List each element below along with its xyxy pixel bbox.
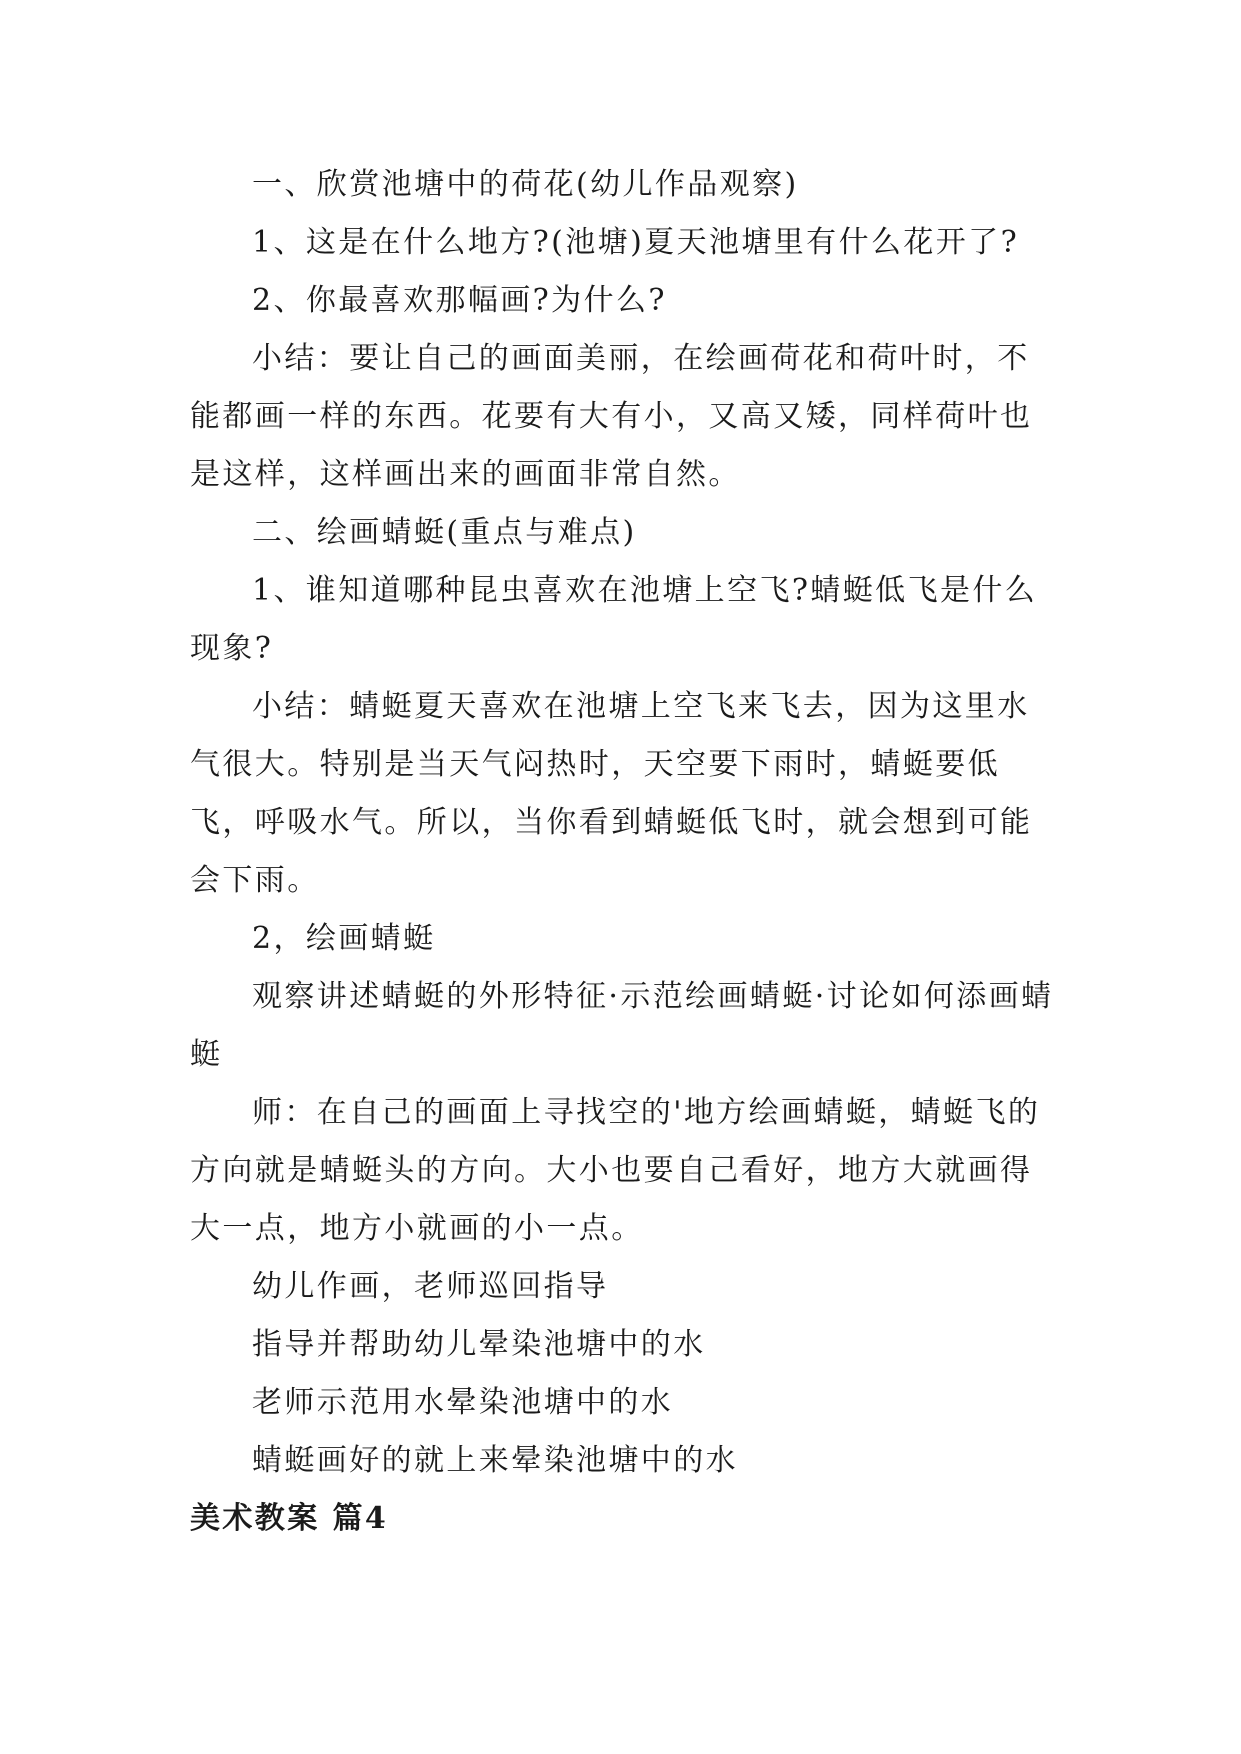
paragraph-9: 观察讲述蜻蜓的外形特征·示范绘画蜻蜓·讨论如何添画蜻蜓 (190, 979, 1054, 1072)
paragraph-12: 指导并帮助幼儿晕染池塘中的水 (252, 1327, 706, 1362)
paragraph-5: 二、绘画蜻蜓(重点与难点) (252, 515, 637, 550)
document-body (190, 156, 1060, 1548)
paragraph-2: 1、这是在什么地方?(池塘)夏天池塘里有什么花开了? (252, 225, 1020, 260)
paragraph-13: 老师示范用水晕染池塘中的水 (252, 1385, 674, 1420)
paragraph-11: 幼儿作画，老师巡回指导 (252, 1269, 609, 1304)
paragraph-4: 小结：要让自己的画面美丽，在绘画荷花和荷叶时，不能都画一样的东西。花要有大有小，又高又矮，同样荷叶也是这样，这样画出来的画面非常自然。 (190, 341, 1033, 492)
paragraph-1: 一、欣赏池塘中的荷花(幼儿作品观察) (252, 167, 799, 202)
paragraph-8: 2，绘画蜻蜓 (252, 921, 436, 956)
paragraph-6: 1、谁知道哪种昆虫喜欢在池塘上空飞?蜻蜓低飞是什么现象? (190, 573, 1038, 666)
paragraph-14: 蜻蜓画好的就上来晕染池塘中的水 (252, 1443, 738, 1478)
section-heading: 美术教案 篇4 (190, 1501, 389, 1536)
paragraph-10: 师：在自己的画面上寻找空的'地方绘画蜻蜓，蜻蜓飞的方向就是蜻蜓头的方向。大小也要自己看好，地方大就画得大一点，地方小就画的小一点。 (190, 1095, 1041, 1246)
paragraph-7: 小结：蜻蜓夏天喜欢在池塘上空飞来飞去，因为这里水气很大。特别是当天气闷热时，天空要下雨时，蜻蜓要低飞，呼吸水气。所以，当你看到蜻蜓低飞时，就会想到可能会下雨。 (190, 689, 1033, 898)
paragraph-3: 2、你最喜欢那幅画?为什么? (252, 283, 667, 318)
